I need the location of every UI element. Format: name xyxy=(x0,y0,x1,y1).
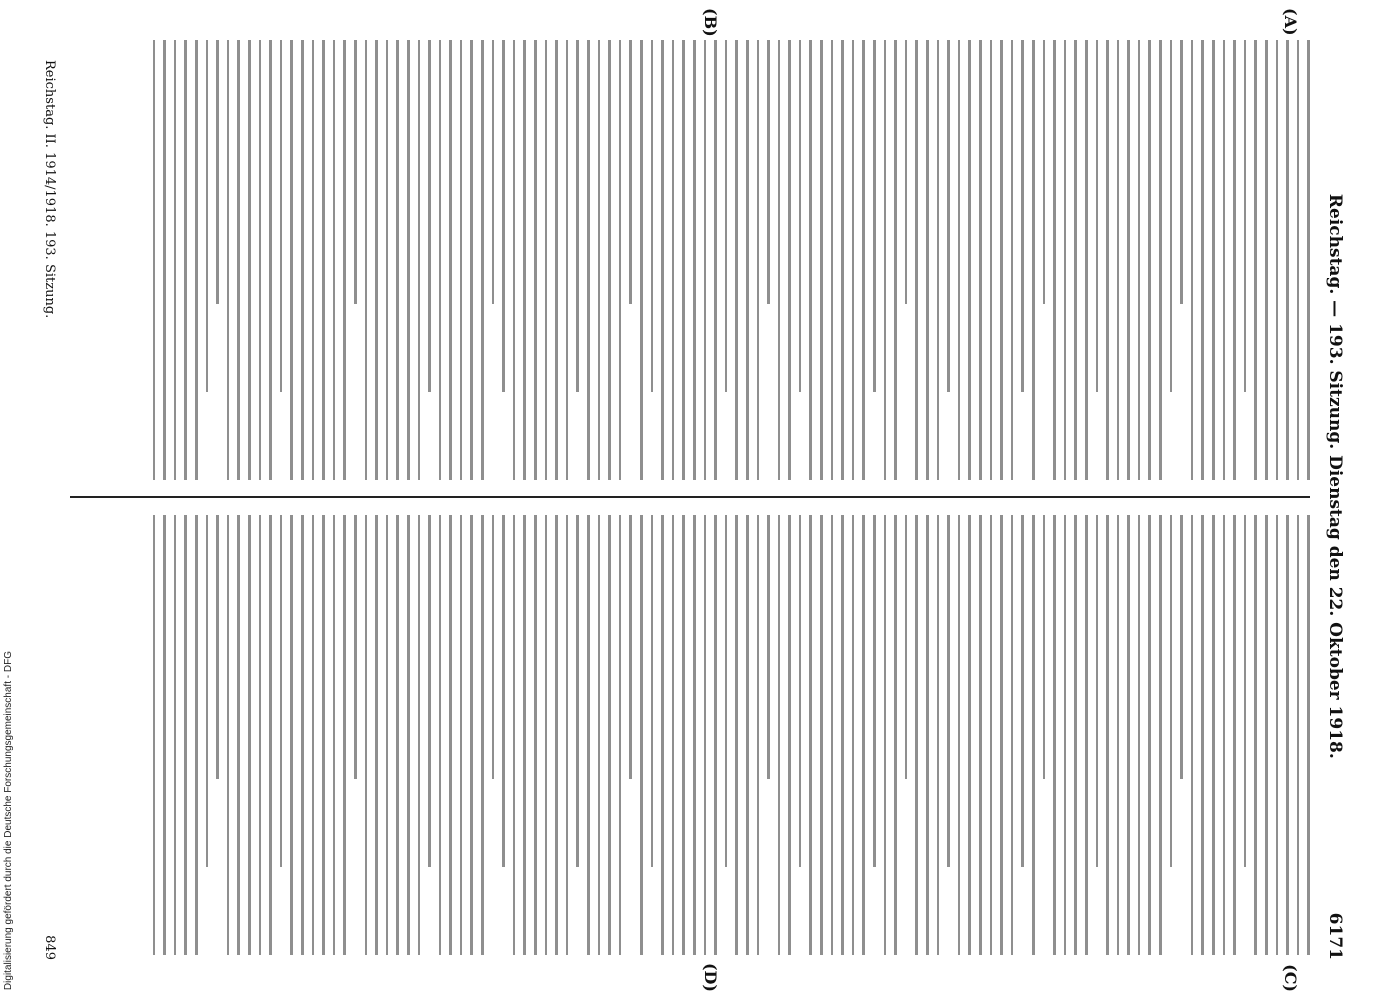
text-line xyxy=(280,515,283,867)
text-line xyxy=(301,40,304,480)
text-line xyxy=(333,515,336,955)
text-line xyxy=(386,40,389,480)
text-line xyxy=(651,515,654,867)
text-line xyxy=(428,515,431,867)
text-line xyxy=(1043,40,1046,304)
text-line xyxy=(958,40,961,480)
text-line xyxy=(746,515,749,955)
text-line xyxy=(1159,515,1162,955)
text-line xyxy=(280,40,283,392)
text-line xyxy=(386,515,389,955)
text-line xyxy=(1297,515,1300,955)
text-line xyxy=(979,40,982,480)
marker-a: (A) xyxy=(1281,8,1300,36)
text-line xyxy=(206,40,209,392)
text-line xyxy=(587,40,590,480)
text-line xyxy=(1117,515,1120,955)
text-line xyxy=(555,40,558,480)
text-line xyxy=(174,40,177,480)
text-line xyxy=(1032,515,1035,955)
text-line xyxy=(937,515,940,955)
text-line xyxy=(1191,40,1194,480)
text-line xyxy=(735,515,738,955)
marker-b: (B) xyxy=(701,8,720,37)
text-line xyxy=(947,515,950,867)
text-line xyxy=(449,515,452,955)
text-line xyxy=(1180,515,1183,779)
text-line xyxy=(629,40,632,304)
text-line xyxy=(1149,40,1152,480)
text-line xyxy=(418,515,421,955)
text-line xyxy=(1011,40,1014,480)
text-line xyxy=(1201,40,1204,480)
text-line xyxy=(396,40,399,480)
text-line xyxy=(1106,40,1109,480)
text-line xyxy=(354,515,357,779)
text-line xyxy=(1170,515,1173,867)
text-line xyxy=(841,515,844,955)
text-line xyxy=(248,515,251,955)
text-line xyxy=(259,40,262,480)
text-line xyxy=(492,40,495,304)
text-line xyxy=(831,40,834,480)
text-line xyxy=(1201,515,1204,955)
text-line xyxy=(534,40,537,480)
page-footer-left: Reichstag. II. 1914/1918. 193. Sitzung. xyxy=(42,60,57,319)
text-line xyxy=(184,40,187,480)
text-line xyxy=(269,515,272,955)
text-line xyxy=(365,515,368,955)
text-line xyxy=(757,40,760,480)
text-line xyxy=(820,40,823,480)
text-line xyxy=(598,40,601,480)
text-line xyxy=(1138,40,1141,480)
text-line xyxy=(746,40,749,480)
text-line xyxy=(1254,40,1257,480)
text-line xyxy=(937,40,940,480)
text-line xyxy=(343,515,346,955)
text-line xyxy=(1000,40,1003,480)
text-line xyxy=(958,515,961,955)
text-line xyxy=(1064,515,1067,955)
text-line xyxy=(661,40,664,480)
text-line xyxy=(1096,515,1099,867)
text-line xyxy=(407,515,410,955)
text-line xyxy=(693,40,696,480)
text-line xyxy=(576,40,579,392)
text-line xyxy=(322,40,325,480)
text-line xyxy=(1276,40,1279,480)
text-line xyxy=(237,515,240,955)
text-column-left xyxy=(70,40,1310,480)
text-line xyxy=(534,515,537,955)
text-line xyxy=(1233,515,1236,955)
text-line xyxy=(1180,40,1183,304)
text-line xyxy=(894,40,897,480)
text-line xyxy=(1053,515,1056,955)
digitization-credit-text: Digitalisierung gefördert durch die Deutsche Forschungsgemeinschaft - DFG xyxy=(3,650,14,990)
text-line xyxy=(979,515,982,955)
text-line xyxy=(555,515,558,955)
text-line xyxy=(206,515,209,867)
text-line xyxy=(576,515,579,867)
text-line xyxy=(757,515,760,955)
text-line xyxy=(1149,515,1152,955)
text-line xyxy=(1265,40,1268,480)
text-line xyxy=(767,40,770,304)
text-line xyxy=(322,515,325,955)
text-line xyxy=(227,515,230,955)
text-line xyxy=(862,40,865,480)
text-line xyxy=(704,515,707,955)
text-line xyxy=(1223,515,1226,955)
text-line xyxy=(502,40,505,392)
text-line xyxy=(862,515,865,955)
text-line xyxy=(460,40,463,480)
text-line xyxy=(1212,40,1215,480)
column-divider xyxy=(70,496,1310,498)
text-line xyxy=(704,40,707,480)
text-line xyxy=(248,40,251,480)
text-line xyxy=(365,40,368,480)
text-line xyxy=(968,515,971,955)
text-line xyxy=(153,515,156,955)
text-line xyxy=(545,515,548,955)
text-line xyxy=(1043,515,1046,779)
text-line xyxy=(1286,40,1289,480)
text-line xyxy=(481,40,484,480)
document-page xyxy=(30,0,1360,1000)
text-line xyxy=(608,40,611,480)
text-line xyxy=(598,515,601,955)
text-line xyxy=(354,40,357,304)
text-line xyxy=(1021,40,1024,392)
text-line xyxy=(810,40,813,480)
text-line xyxy=(1233,40,1236,480)
marker-c: (C) xyxy=(1281,964,1300,992)
text-line xyxy=(831,515,834,955)
text-line xyxy=(619,515,622,955)
text-line xyxy=(1000,515,1003,955)
text-line xyxy=(735,40,738,480)
digitization-credit xyxy=(0,0,22,1000)
text-line xyxy=(1127,515,1130,955)
text-line xyxy=(915,40,918,480)
text-line xyxy=(640,515,643,955)
text-line xyxy=(1074,515,1077,955)
rotated-page-content xyxy=(30,0,1360,1000)
text-line xyxy=(1032,40,1035,480)
text-line xyxy=(513,515,516,955)
text-line xyxy=(873,515,876,867)
text-line xyxy=(396,515,399,955)
text-line xyxy=(884,515,887,955)
text-line xyxy=(545,40,548,480)
text-line xyxy=(471,40,474,480)
page-footer-right: 849 xyxy=(42,935,57,960)
text-line xyxy=(725,40,728,392)
text-line xyxy=(778,515,781,955)
text-line xyxy=(439,40,442,480)
text-line xyxy=(619,40,622,480)
text-line xyxy=(290,40,293,480)
text-line xyxy=(523,515,526,955)
text-line xyxy=(312,40,315,480)
text-line xyxy=(1297,40,1300,480)
text-line xyxy=(566,40,569,480)
text-line xyxy=(799,515,802,867)
text-line xyxy=(1021,515,1024,867)
text-line xyxy=(1011,515,1014,955)
text-line xyxy=(290,515,293,955)
text-line xyxy=(492,515,495,779)
text-line xyxy=(651,40,654,392)
text-line xyxy=(428,40,431,392)
text-line xyxy=(513,40,516,480)
text-line xyxy=(375,40,378,480)
text-line xyxy=(1170,40,1173,392)
text-line xyxy=(810,515,813,955)
text-line xyxy=(216,40,219,304)
text-line xyxy=(1212,515,1215,955)
text-line xyxy=(915,515,918,955)
text-line xyxy=(905,515,908,779)
text-line xyxy=(502,515,505,867)
text-line xyxy=(1286,515,1289,955)
text-line xyxy=(312,515,315,955)
text-line xyxy=(926,515,929,955)
text-line xyxy=(153,40,156,480)
text-line xyxy=(195,515,198,955)
page-title: Reichstag. — 193. Sitzung. Dienstag den 22. Oktober 1918. xyxy=(1325,193,1345,759)
text-line xyxy=(471,515,474,955)
text-line xyxy=(968,40,971,480)
text-line xyxy=(1138,515,1141,955)
text-column-right xyxy=(70,515,1310,955)
text-line xyxy=(1254,515,1257,955)
text-line xyxy=(1074,40,1077,480)
text-line xyxy=(407,40,410,480)
text-line xyxy=(1159,40,1162,480)
text-line xyxy=(841,40,844,480)
text-line xyxy=(672,515,675,955)
text-line xyxy=(587,515,590,955)
text-line xyxy=(1117,40,1120,480)
text-line xyxy=(184,515,187,955)
text-line xyxy=(301,515,304,955)
text-line xyxy=(216,515,219,779)
text-line xyxy=(640,40,643,480)
text-line xyxy=(174,515,177,955)
text-line xyxy=(1223,40,1226,480)
text-line xyxy=(672,40,675,480)
text-line xyxy=(1064,40,1067,480)
text-line xyxy=(1307,40,1310,480)
text-line xyxy=(259,515,262,955)
text-line xyxy=(905,40,908,304)
text-line xyxy=(439,515,442,955)
text-line xyxy=(767,515,770,779)
text-line xyxy=(1053,40,1056,480)
text-line xyxy=(990,515,993,955)
text-line xyxy=(820,515,823,955)
text-line xyxy=(926,40,929,480)
text-line xyxy=(227,40,230,480)
text-line xyxy=(523,40,526,480)
text-line xyxy=(1244,515,1247,867)
text-line xyxy=(661,515,664,955)
text-line xyxy=(1276,515,1279,955)
text-line xyxy=(1096,40,1099,392)
text-line xyxy=(1085,515,1088,955)
text-line xyxy=(163,40,166,480)
text-line xyxy=(333,40,336,480)
text-line xyxy=(629,515,632,779)
text-line xyxy=(778,40,781,480)
text-line xyxy=(693,515,696,955)
page-header xyxy=(1320,40,1350,960)
text-line xyxy=(460,515,463,955)
text-line xyxy=(566,515,569,955)
text-line xyxy=(714,40,717,480)
text-line xyxy=(418,40,421,480)
text-line xyxy=(237,40,240,480)
text-line xyxy=(873,40,876,392)
text-line xyxy=(195,40,198,480)
text-line xyxy=(449,40,452,480)
text-line xyxy=(788,515,791,955)
text-line xyxy=(682,515,685,955)
text-line xyxy=(799,40,802,392)
text-line xyxy=(714,515,717,955)
page-number: 6171 xyxy=(1325,912,1345,960)
text-line xyxy=(375,515,378,955)
text-line xyxy=(1127,40,1130,480)
text-line xyxy=(481,515,484,955)
text-line xyxy=(1191,515,1194,955)
text-line xyxy=(788,40,791,480)
text-line xyxy=(269,40,272,480)
text-line xyxy=(947,40,950,392)
marker-d: (D) xyxy=(701,962,720,992)
text-line xyxy=(682,40,685,480)
text-line xyxy=(608,515,611,955)
text-line xyxy=(990,40,993,480)
text-line xyxy=(1244,40,1247,392)
text-line xyxy=(1307,515,1310,955)
text-line xyxy=(343,40,346,480)
text-line xyxy=(852,515,855,955)
text-line xyxy=(1085,40,1088,480)
text-line xyxy=(894,515,897,955)
text-line xyxy=(1106,515,1109,955)
text-line xyxy=(884,40,887,480)
text-line xyxy=(852,40,855,480)
text-line xyxy=(1265,515,1268,955)
text-line xyxy=(163,515,166,955)
text-line xyxy=(725,515,728,867)
